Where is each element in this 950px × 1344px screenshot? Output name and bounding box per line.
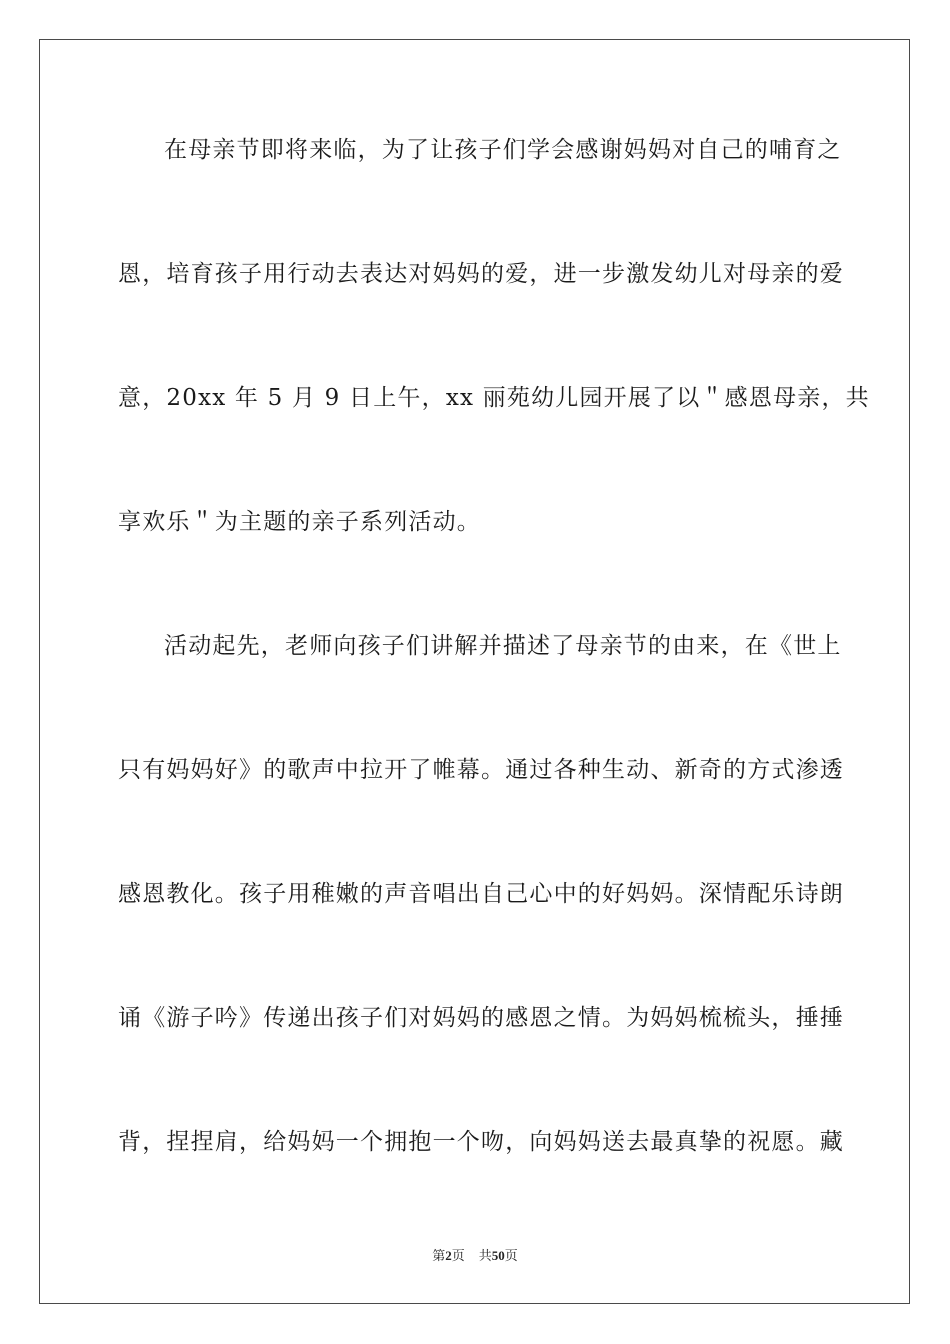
total-suffix: 页 (504, 1248, 518, 1263)
page-prefix: 第 (432, 1248, 446, 1263)
page-suffix: 页 (451, 1248, 465, 1263)
paragraph-2-line-3: 感恩教化。孩子用稚嫩的声音唱出自己心中的好妈妈。深情配乐诗朗 (118, 881, 844, 907)
page-number: 2 (445, 1248, 452, 1263)
paragraph-1-line-3: 意，20xx 年 5 月 9 日上午，xx 丽苑幼儿园开展了以＂感恩母亲，共 (118, 385, 870, 411)
page-border (39, 39, 910, 1304)
paragraph-2-line-2: 只有妈妈好》的歌声中拉开了帷幕。通过各种生动、新奇的方式渗透 (118, 757, 844, 783)
paragraph-1-line-2: 恩，培育孩子用行动去表达对妈妈的爱，进一步激发幼儿对母亲的爱 (118, 261, 844, 287)
paragraph-2-line-1: 活动起先，老师向孩子们讲解并描述了母亲节的由来，在《世上 (164, 633, 842, 659)
paragraph-2-line-5: 背，捏捏肩，给妈妈一个拥抱一个吻，向妈妈送去最真挚的祝愿。藏 (118, 1129, 844, 1155)
total-prefix: 共 (478, 1248, 492, 1263)
paragraph-2-line-4: 诵《游子吟》传递出孩子们对妈妈的感恩之情。为妈妈梳梳头，捶捶 (118, 1005, 844, 1031)
paragraph-1-line-1: 在母亲节即将来临，为了让孩子们学会感谢妈妈对自己的哺育之 (164, 137, 842, 163)
total-pages: 50 (491, 1248, 505, 1263)
paragraph-1-line-4: 享欢乐＂为主题的亲子系列活动。 (118, 509, 481, 535)
page-footer (0, 1247, 950, 1265)
